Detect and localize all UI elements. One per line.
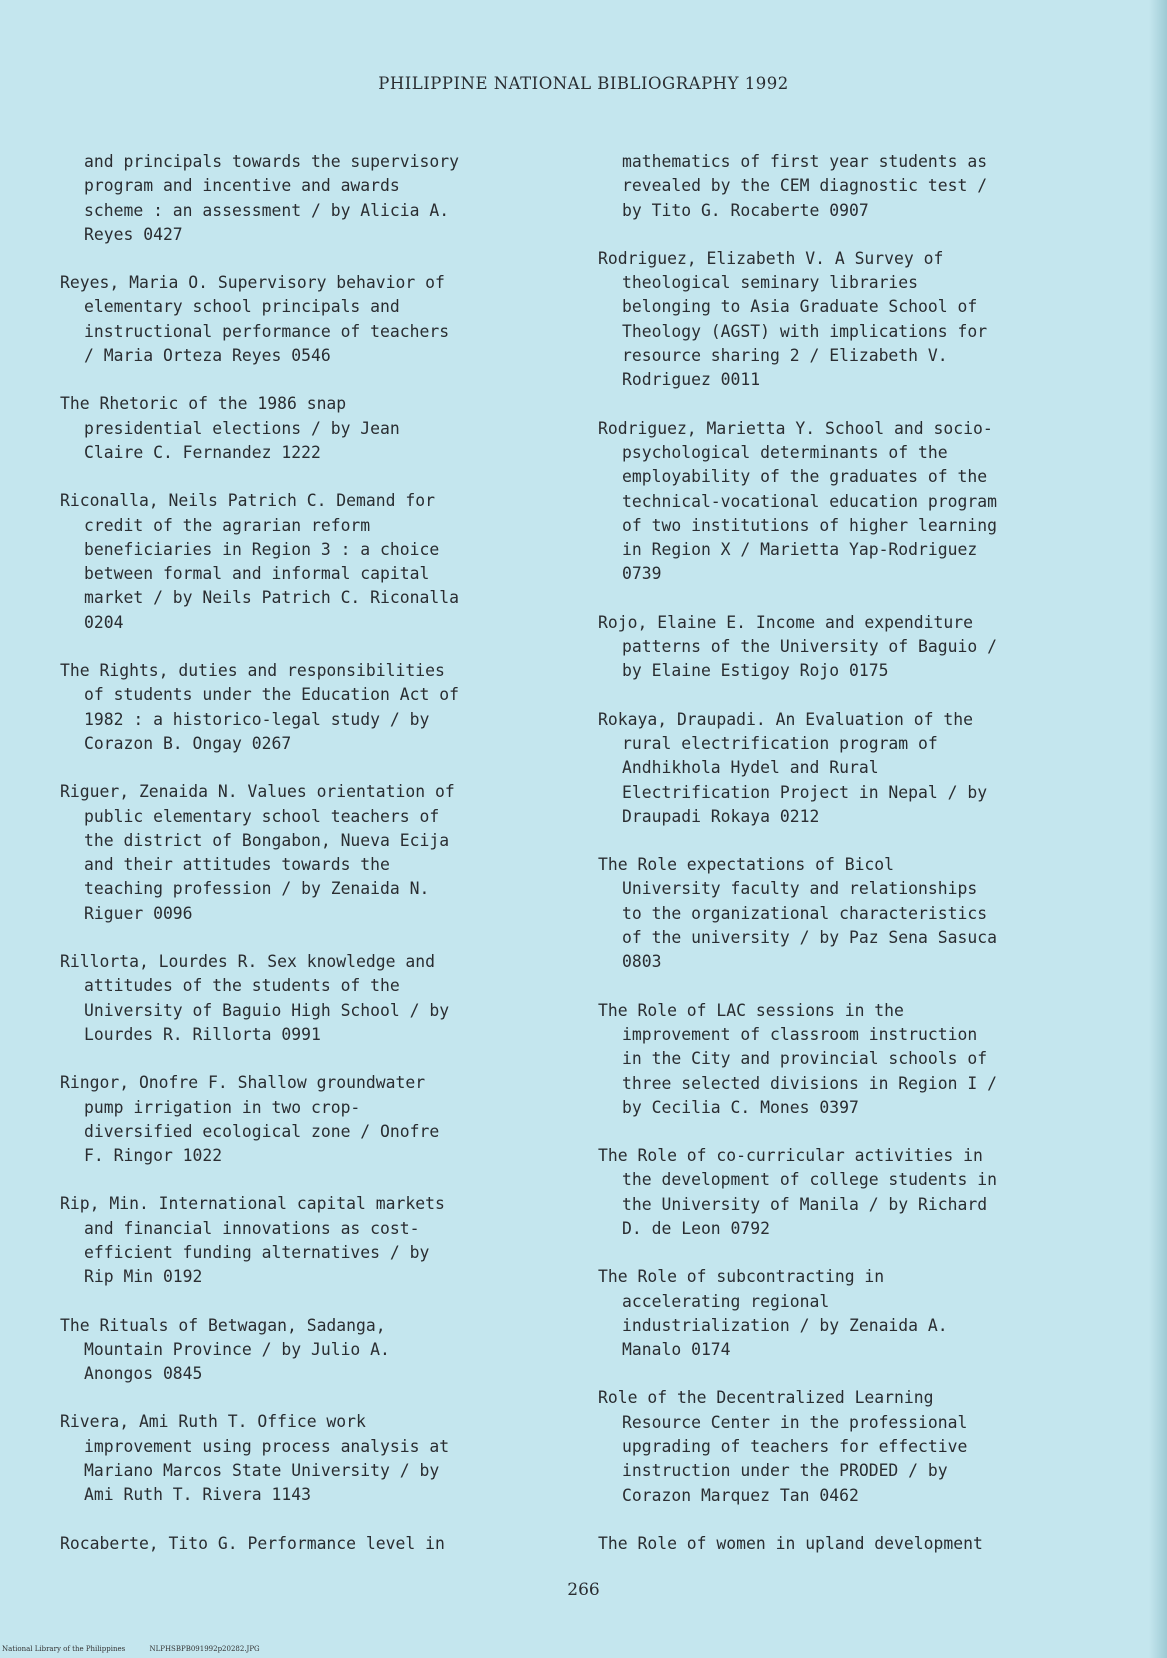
bibliography-entry: Rocaberte, Tito G. Performance level in [60,1533,445,1553]
bibliography-entry: Rodriguez, Elizabeth V. A Survey of theological seminary libraries belonging to Asia Graduate School of Theology (AGST) with implications for resource sharing 2 / Elizabeth V. Rodriguez 0011 [598,248,988,390]
bibliography-entry: The Rituals of Betwagan, Sadanga, Mountain Province / by Julio A. Anongos 0845 [60,1315,390,1384]
page-number: 266 [567,1580,600,1600]
bibliography-entry: and principals towards the supervisory program and incentive and awards scheme : an assessment / by Alicia A. Reyes 0427 [84,152,459,244]
file-name: NLPHSBPB091992p20282.JPG [149,1645,260,1653]
running-header: PHILIPPINE NATIONAL BIBLIOGRAPHY 1992 [378,74,789,93]
bibliography-entry: The Rights, duties and responsibilities of students under the Education Act of 1982 : a historico-legal study / by Corazon B. Ongay 0267 [60,661,459,753]
bibliography-entry: The Role of co-curricular activities in the development of college students in the University of Manila / by Richard D. de Leon 0792 [598,1146,997,1238]
bibliography-entry: Rivera, Ami Ruth T. Office work improvement using process analysis at Mariano Marcos State University / by Ami Ruth T. Rivera 1143 [60,1412,450,1505]
bibliography-entry: mathematics of first year students as revealed by the CEM diagnostic test / by Tito G. Rocaberte 0907 [622,152,988,220]
bibliography-entry: Ringor, Onofre F. Shallow groundwater pump irrigation in two crop- diversified ecological zone / Onofre F. Ringor 1022 [60,1073,440,1166]
library-name: National Library of the Philippines [2,1645,126,1653]
bibliography-entry: The Role of subcontracting in accelerating regional industrialization / by Zenaida A. Manalo 0174 [598,1267,948,1360]
bibliography-entry: Rokaya, Draupadi. An Evaluation of the rural electrification program of Andhikhola Hydel and Rural Electrification Project in Nepal / by Draupadi Rokaya 0212 [598,709,988,826]
bibliography-entry: Rodriguez, Marietta Y. School and socio- psychological determinants of the employability of the graduates of the technical-vocational education program of two institutions of higher learning in Region X / Marietta Yap-Rodriguez 0739 [598,418,997,584]
bibliography-entry: The Role expectations of Bicol University faculty and relationships to the organizational characteristics of the university / by Paz Sena Sasuca 0803 [598,855,997,972]
bibliography-entry: Riconalla, Neils Patrich C. Demand for credit of the agrarian reform beneficiaries in Region 3 : a choice between formal and informal capital market / by Neils Patrich C. Riconalla 0204 [60,491,459,632]
bibliography-entry: The Role of LAC sessions in the improvement of classroom instruction in the City and provincial schools of three selected divisions in Region I / by Cecilia C. Mones 0397 [598,1000,997,1117]
bibliography-entry: The Rhetoric of the 1986 snap presidential elections / by Jean Claire C. Fernandez 1222 [60,394,400,462]
right-column [598,150,1118,1556]
bibliography-entry: Riguer, Zenaida N. Values orientation of public elementary school teachers of the district of Bongabon, Nueva Ecija and their attitudes towards the teaching profession / by Zenaida N. Riguer 0096 [60,782,455,923]
bibliography-entry: Role of the Decentralized Learning Resource Center in the professional upgrading of teachers for effective instruction under the PRODED / by Corazon Marquez Tan 0462 [598,1388,968,1505]
bibliography-entry: Rip, Min. International capital markets and financial innovations as cost- efficient funding alternatives / by Rip Min 0192 [60,1194,445,1287]
bibliography-entry: Rillorta, Lourdes R. Sex knowledge and attitudes of the students of the University of Baguio High School / by Lourdes R. Rillorta 0991 [60,952,450,1044]
page-edge-shadow [1149,0,1167,1658]
bibliography-entry: Rojo, Elaine E. Income and expenditure patterns of the University of Baguio / by Elaine Estigoy Rojo 0175 [598,612,997,681]
scan-caption [2,1645,260,1653]
bibliography-entry: Reyes, Maria O. Supervisory behavior of elementary school principals and instructional performance of teachers / Maria Orteza Reyes 0546 [60,273,450,366]
bibliography-entry: The Role of women in upland development [598,1533,983,1553]
left-column [60,150,580,1556]
